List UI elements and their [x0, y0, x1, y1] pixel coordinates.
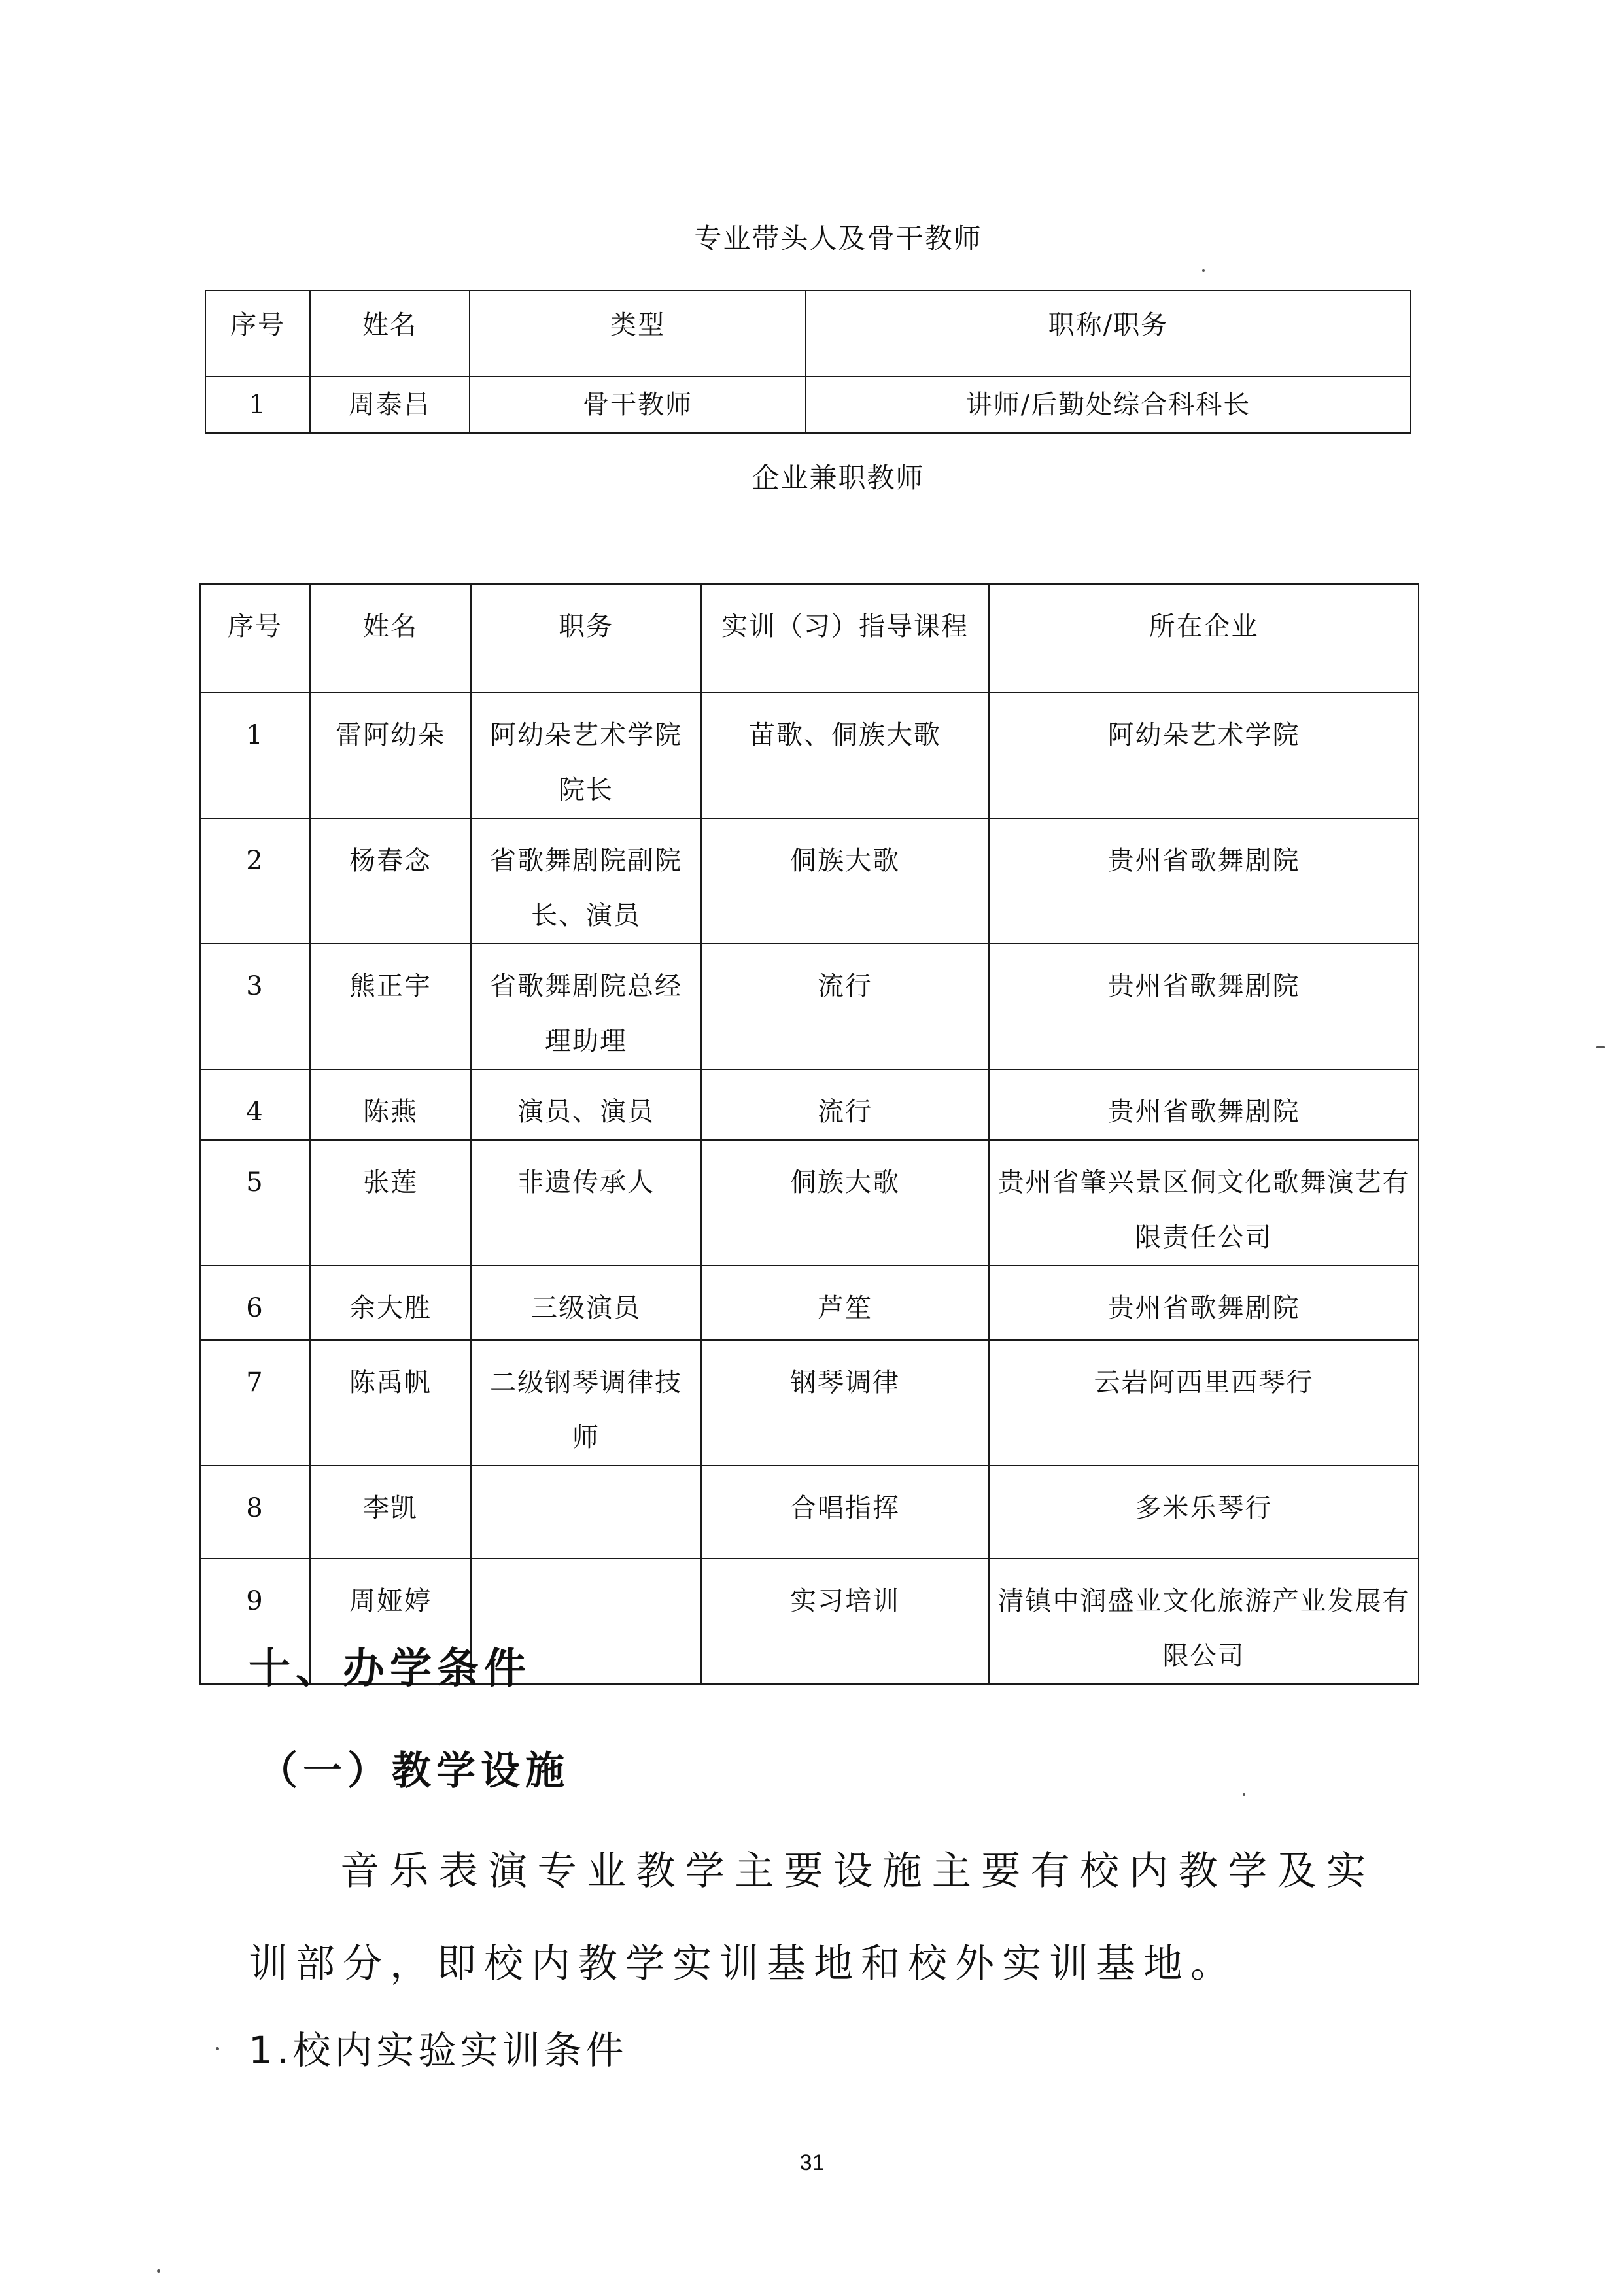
table-cell: 非遗传承人	[471, 1140, 701, 1266]
table-cell: 贵州省肇兴景区侗文化歌舞演艺有限责任公司	[989, 1140, 1419, 1266]
table-cell: 9	[200, 1559, 310, 1684]
header-cell: 序号	[200, 584, 310, 693]
core-teachers-table	[205, 290, 1411, 434]
header-cell: 所在企业	[989, 584, 1419, 693]
table-cell: 6	[200, 1266, 310, 1340]
table-cell: 熊正宇	[310, 944, 471, 1069]
scan-speck	[216, 2047, 219, 2050]
table-cell: 阿幼朵艺术学院院长	[471, 693, 701, 818]
header-cell: 姓名	[310, 290, 470, 377]
table-cell: 陈禹帆	[310, 1340, 471, 1466]
table-cell: 余大胜	[310, 1266, 471, 1340]
table-cell: 张莲	[310, 1140, 471, 1266]
header-cell: 序号	[205, 290, 310, 377]
header-cell: 职务	[471, 584, 701, 693]
section-subheading: （一）教学设施	[258, 1748, 570, 1794]
table-cell: 芦笙	[701, 1266, 989, 1340]
table-row	[200, 818, 1419, 944]
table-cell: 清镇中润盛业文化旅游产业发展有限公司	[989, 1559, 1419, 1684]
table-row	[200, 1069, 1419, 1140]
scan-speck	[1243, 1793, 1245, 1796]
table-cell: 周娅婷	[310, 1559, 471, 1684]
table-cell: 2	[200, 818, 310, 944]
table-cell: 骨干教师	[470, 377, 806, 433]
table-cell: 实习培训	[701, 1559, 989, 1684]
page-number: 31	[799, 2150, 825, 2175]
table-cell: 侗族大歌	[701, 1140, 989, 1266]
table2-caption: 企业兼职教师	[752, 462, 925, 494]
table-cell: 7	[200, 1340, 310, 1466]
table-cell: 流行	[701, 1069, 989, 1140]
table-cell: 1	[200, 693, 310, 818]
header-cell: 职称/职务	[806, 290, 1411, 377]
table-cell: 钢琴调律	[701, 1340, 989, 1466]
table-cell: 贵州省歌舞剧院	[989, 818, 1419, 944]
table-cell: 8	[200, 1466, 310, 1559]
subsection-heading: 1.校内实验实训条件	[249, 2028, 628, 2073]
table-cell: 多米乐琴行	[989, 1466, 1419, 1559]
table-header-row	[200, 584, 1419, 693]
table-cell: 流行	[701, 944, 989, 1069]
table1-caption: 专业带头人及骨干教师	[694, 222, 982, 254]
table-row	[200, 1340, 1419, 1466]
table-cell: 杨春念	[310, 818, 471, 944]
table-cell: 1	[205, 377, 310, 433]
table-cell: 雷阿幼朵	[310, 693, 471, 818]
table-cell: 贵州省歌舞剧院	[989, 944, 1419, 1069]
scan-speck	[1202, 269, 1205, 272]
table-cell: 阿幼朵艺术学院	[989, 693, 1419, 818]
table-cell: 陈燕	[310, 1069, 471, 1140]
table-cell: 4	[200, 1069, 310, 1140]
table-cell: 演员、演员	[471, 1069, 701, 1140]
table-cell: 5	[200, 1140, 310, 1266]
table-row	[200, 693, 1419, 818]
table-cell: 省歌舞剧院副院长、演员	[471, 818, 701, 944]
table-cell: 三级演员	[471, 1266, 701, 1340]
table-cell: 3	[200, 944, 310, 1069]
table-cell: 周泰吕	[310, 377, 470, 433]
scan-speck	[157, 2269, 160, 2273]
table-cell: 二级钢琴调律技师	[471, 1340, 701, 1466]
section-heading: 十、办学条件	[249, 1645, 531, 1693]
scan-speck	[1596, 1046, 1605, 1048]
table-cell: 贵州省歌舞剧院	[989, 1266, 1419, 1340]
table-row	[200, 1466, 1419, 1559]
table-row	[205, 377, 1411, 433]
table-header-row	[205, 290, 1411, 377]
table-cell: 省歌舞剧院总经理助理	[471, 944, 701, 1069]
enterprise-teachers-table	[199, 583, 1419, 1685]
table-cell: 侗族大歌	[701, 818, 989, 944]
section-paragraph: 音乐表演专业教学主要设施主要有校内教学及实训部分，即校内教学实训基地和校外实训基地。	[249, 1848, 1373, 1987]
table-row	[200, 1140, 1419, 1266]
table-cell	[471, 1466, 701, 1559]
table-cell: 贵州省歌舞剧院	[989, 1069, 1419, 1140]
table-cell: 云岩阿西里西琴行	[989, 1340, 1419, 1466]
table-cell: 苗歌、侗族大歌	[701, 693, 989, 818]
header-cell: 类型	[470, 290, 806, 377]
table-cell: 合唱指挥	[701, 1466, 989, 1559]
table-cell: 讲师/后勤处综合科科长	[806, 377, 1411, 433]
table-row	[200, 944, 1419, 1069]
table-row	[200, 1266, 1419, 1340]
table-cell: 李凯	[310, 1466, 471, 1559]
header-cell: 姓名	[310, 584, 471, 693]
header-cell: 实训（习）指导课程	[701, 584, 989, 693]
